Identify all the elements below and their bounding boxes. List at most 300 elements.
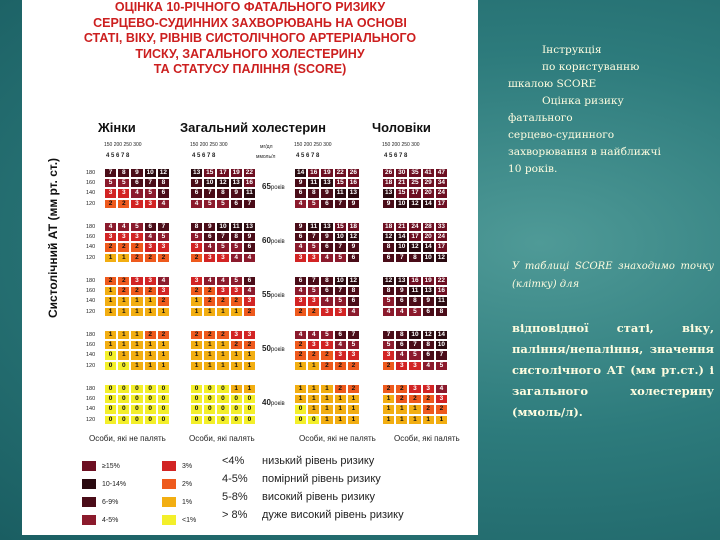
score-cell: 6 <box>422 307 435 317</box>
risk-level-label: високий рівень ризику <box>262 491 376 503</box>
score-cell: 15 <box>334 178 347 188</box>
score-cell: 6 <box>422 350 435 360</box>
legend-range: 1% <box>182 499 193 506</box>
score-cell: 11 <box>435 296 448 306</box>
score-cell: 1 <box>203 361 216 371</box>
score-cell: 3 <box>408 384 421 394</box>
score-cell: 1 <box>117 350 130 360</box>
sbp-label: 120 <box>86 308 96 315</box>
score-cell: 4 <box>422 361 435 371</box>
score-cell: 4 <box>334 340 347 350</box>
score-cell: 2 <box>230 296 243 306</box>
score-cell: 2 <box>203 286 216 296</box>
score-cell: 1 <box>144 340 157 350</box>
score-cell: 5 <box>408 350 421 360</box>
score-cell: 7 <box>334 242 347 252</box>
score-cell: 14 <box>294 168 307 178</box>
risk-percent: 4-5% <box>222 473 248 485</box>
score-cell: 3 <box>117 188 130 198</box>
score-cell: 4 <box>435 384 448 394</box>
score-cell: 2 <box>144 253 157 263</box>
score-cell: 1 <box>130 340 143 350</box>
score-cell: 25 <box>408 178 421 188</box>
score-cell: 0 <box>203 384 216 394</box>
score-cell: 0 <box>216 415 229 425</box>
score-cell: 11 <box>230 222 243 232</box>
score-cell: 10 <box>435 340 448 350</box>
score-cell: 0 <box>130 394 143 404</box>
score-cell: 7 <box>382 330 395 340</box>
score-cell: 5 <box>144 188 157 198</box>
score-cell: 1 <box>130 361 143 371</box>
score-cell: 3 <box>190 276 203 286</box>
score-cell: 1 <box>216 350 229 360</box>
score-cell: 1 <box>117 340 130 350</box>
score-cell: 13 <box>382 188 395 198</box>
age-label <box>262 290 285 299</box>
age-number: 40 <box>262 398 271 407</box>
instruction-line: серцево-судинного <box>508 129 615 141</box>
age-label <box>262 398 285 407</box>
score-cell: 33 <box>435 222 448 232</box>
score-cell: 6 <box>347 253 360 263</box>
mg-axis-label: 150 200 250 300 <box>382 142 420 148</box>
score-cell: 5 <box>382 340 395 350</box>
score-cell: 0 <box>104 404 117 414</box>
score-cell: 8 <box>395 330 408 340</box>
score-cell: 1 <box>347 404 360 414</box>
score-cell: 4 <box>382 307 395 317</box>
score-cell: 2 <box>157 330 170 340</box>
score-cell: 3 <box>130 276 143 286</box>
score-cell: 2 <box>347 361 360 371</box>
score-cell: 4 <box>307 330 320 340</box>
score-cell: 8 <box>307 188 320 198</box>
score-cell: 0 <box>294 415 307 425</box>
score-cell: 6 <box>382 253 395 263</box>
score-cell: 0 <box>130 404 143 414</box>
score-cell: 5 <box>382 296 395 306</box>
score-cell: 1 <box>307 394 320 404</box>
score-cell: 1 <box>230 350 243 360</box>
score-cell: 2 <box>294 307 307 317</box>
score-cell: 15 <box>334 222 347 232</box>
age-number: 65 <box>262 182 271 191</box>
score-cell: 14 <box>395 232 408 242</box>
score-cell: 19 <box>320 168 333 178</box>
score-cell: 1 <box>157 361 170 371</box>
score-cell: 3 <box>144 199 157 209</box>
score-cell: 3 <box>294 296 307 306</box>
score-cell: 6 <box>347 296 360 306</box>
men-header: Чоловіки <box>372 120 431 135</box>
score-cell: 3 <box>320 307 333 317</box>
score-cell: 7 <box>243 199 256 209</box>
score-cell: 2 <box>230 340 243 350</box>
title-line: ТИСКУ, ЗАГАЛЬНОГО ХОЛЕСТЕРИНУ <box>135 46 365 61</box>
score-cell: 0 <box>230 394 243 404</box>
usage-text-bold: відповідної статі, віку, паління/непаління, значення систолічного АТ (мм рт.ст.) і загального холестерину (ммоль/л). <box>512 321 714 419</box>
score-cell: 13 <box>320 222 333 232</box>
score-cell: 3 <box>144 242 157 252</box>
score-cell: 2 <box>190 330 203 340</box>
score-cell: 1 <box>382 404 395 414</box>
instruction-line: 10 років. <box>508 163 558 175</box>
score-cell: 4 <box>216 276 229 286</box>
score-cell: 5 <box>307 242 320 252</box>
score-cell: 0 <box>144 404 157 414</box>
score-cell: 0 <box>243 404 256 414</box>
score-cell: 17 <box>408 232 421 242</box>
legend-swatch <box>82 515 96 525</box>
score-cell: 2 <box>382 361 395 371</box>
score-cell: 6 <box>230 199 243 209</box>
score-cell: 1 <box>230 307 243 317</box>
score-cell: 1 <box>395 404 408 414</box>
score-cell: 13 <box>230 178 243 188</box>
score-cell: 0 <box>104 415 117 425</box>
age-label <box>262 236 285 245</box>
mg-axis-label: 150 200 250 300 <box>190 142 228 148</box>
score-cell: 1 <box>144 361 157 371</box>
legend-swatch <box>82 497 96 507</box>
score-cell: 1 <box>216 361 229 371</box>
sbp-label: 180 <box>86 278 96 284</box>
mg-axis-label: 150 200 250 300 <box>294 142 332 148</box>
score-cell: 6 <box>144 222 157 232</box>
score-cell: 6 <box>320 286 333 296</box>
score-cell: 11 <box>334 188 347 198</box>
score-cell: 2 <box>144 286 157 296</box>
score-cell: 2 <box>130 242 143 252</box>
score-cell: 6 <box>294 188 307 198</box>
score-cell: 1 <box>190 361 203 371</box>
score-cell: 6 <box>130 178 143 188</box>
score-cell: 12 <box>216 178 229 188</box>
score-cell: 5 <box>320 330 333 340</box>
score-cell: 0 <box>203 394 216 404</box>
score-cell: 35 <box>408 168 421 178</box>
score-cell: 2 <box>320 361 333 371</box>
score-cell: 1 <box>243 361 256 371</box>
risk-level-label: помірний рівень ризику <box>262 473 381 485</box>
score-cell: 2 <box>104 276 117 286</box>
sbp-label: 180 <box>86 170 96 176</box>
score-cell: 13 <box>395 276 408 286</box>
score-cell: 7 <box>307 276 320 286</box>
score-cell: 4 <box>157 276 170 286</box>
age-number: 60 <box>262 236 271 245</box>
score-cell: 22 <box>435 276 448 286</box>
score-cell: 6 <box>294 232 307 242</box>
score-cell: 0 <box>307 415 320 425</box>
smoking-status-note: Особи, які палять <box>189 434 255 443</box>
score-cell: 3 <box>382 350 395 360</box>
score-cell: 3 <box>130 199 143 209</box>
legend-swatch <box>162 461 176 471</box>
mmol-axis-label: 4 5 6 7 8 <box>296 153 320 159</box>
legend-range: 3% <box>182 463 193 470</box>
score-cell: 41 <box>422 168 435 178</box>
score-cell: 1 <box>104 253 117 263</box>
score-cell: 8 <box>422 340 435 350</box>
score-cell: 5 <box>216 242 229 252</box>
score-cell: 0 <box>117 404 130 414</box>
score-chart-panel <box>22 0 478 535</box>
score-cell: 8 <box>408 253 421 263</box>
score-cell: 12 <box>408 242 421 252</box>
score-cell: 1 <box>334 415 347 425</box>
score-cell: 1 <box>320 404 333 414</box>
score-cell: 1 <box>347 394 360 404</box>
score-cell: 4 <box>395 350 408 360</box>
score-cell: 3 <box>117 232 130 242</box>
age-unit: років <box>270 293 285 299</box>
score-cell: 1 <box>104 340 117 350</box>
mmol-axis-label: 4 5 6 7 8 <box>192 153 216 159</box>
score-cell: 2 <box>243 340 256 350</box>
age-unit: років <box>270 185 285 191</box>
score-cell: 2 <box>334 384 347 394</box>
sbp-label: 160 <box>86 288 96 295</box>
score-cell: 8 <box>230 232 243 242</box>
legend-swatch <box>82 461 96 471</box>
score-cell: 4 <box>117 222 130 232</box>
score-cell: 1 <box>243 350 256 360</box>
score-cell: 6 <box>320 199 333 209</box>
score-cell: 4 <box>395 307 408 317</box>
sbp-label: 120 <box>86 200 96 207</box>
score-cell: 18 <box>382 222 395 232</box>
score-cell: 17 <box>216 168 229 178</box>
instruction-line: Оцінка ризику <box>542 95 624 107</box>
score-cell: 1 <box>320 384 333 394</box>
score-cell: 0 <box>157 394 170 404</box>
age-unit: років <box>270 239 285 245</box>
sbp-label: 140 <box>86 406 96 413</box>
smoking-status-note: Особи, які не палять <box>299 434 376 443</box>
score-cell: 12 <box>435 253 448 263</box>
score-cell: 4 <box>320 296 333 306</box>
score-cell: 4 <box>243 253 256 263</box>
score-cell: 6 <box>395 296 408 306</box>
score-cell: 9 <box>320 188 333 198</box>
score-cell: 9 <box>382 199 395 209</box>
score-cell: 1 <box>104 286 117 296</box>
score-cell: 0 <box>190 415 203 425</box>
score-cell: 1 <box>190 350 203 360</box>
score-cell: 12 <box>408 199 421 209</box>
score-cell: 12 <box>382 276 395 286</box>
score-cell: 30 <box>395 168 408 178</box>
score-cell: 15 <box>395 188 408 198</box>
score-cell: 6 <box>395 340 408 350</box>
score-cell: 6 <box>334 330 347 340</box>
score-cell: 1 <box>435 415 448 425</box>
score-cell: 16 <box>435 286 448 296</box>
sbp-label: 140 <box>86 352 96 359</box>
score-cell: 4 <box>104 222 117 232</box>
score-cell: 0 <box>117 394 130 404</box>
score-cell: 16 <box>408 276 421 286</box>
score-cell: 1 <box>130 330 143 340</box>
score-cell: 7 <box>216 232 229 242</box>
score-cell: 2 <box>307 307 320 317</box>
score-cell: 2 <box>422 404 435 414</box>
score-cell: 3 <box>216 286 229 296</box>
legend-swatch <box>162 497 176 507</box>
score-cell: 7 <box>157 222 170 232</box>
score-cell: 26 <box>347 168 360 178</box>
score-cell: 0 <box>216 384 229 394</box>
age-label <box>262 344 285 353</box>
score-cell: 2 <box>395 384 408 394</box>
score-cell: 17 <box>435 199 448 209</box>
legend-range: 2% <box>182 481 193 488</box>
score-cell: 0 <box>157 404 170 414</box>
score-cell: 6 <box>157 188 170 198</box>
cholesterol-header: Загальний холестерин <box>180 120 326 135</box>
title-line: ОЦІНКА 10-РІЧНОГО ФАТАЛЬНОГО РИЗИКУ <box>114 0 386 14</box>
score-cell: 2 <box>117 276 130 286</box>
sbp-label: 160 <box>86 234 96 241</box>
score-grid <box>86 140 494 445</box>
score-cell: 10 <box>216 222 229 232</box>
score-cell: 2 <box>422 394 435 404</box>
risk-level-label: дуже високий рівень ризику <box>262 509 404 521</box>
age-unit: років <box>270 347 285 353</box>
score-cell: 0 <box>117 361 130 371</box>
score-cell: 1 <box>157 350 170 360</box>
score-cell: 1 <box>395 415 408 425</box>
score-cell: 2 <box>294 350 307 360</box>
smoking-status-note: Особи, які не палять <box>89 434 166 443</box>
sbp-label: 140 <box>86 298 96 305</box>
score-cell: 9 <box>347 199 360 209</box>
score-cell: 1 <box>104 307 117 317</box>
score-cell: 9 <box>294 178 307 188</box>
score-cell: 19 <box>422 276 435 286</box>
score-cell: 28 <box>422 222 435 232</box>
score-cell: 3 <box>334 307 347 317</box>
score-cell: 3 <box>157 286 170 296</box>
score-cell: 5 <box>347 340 360 350</box>
legend-swatch <box>82 479 96 489</box>
score-cell: 2 <box>347 384 360 394</box>
score-cell: 20 <box>422 188 435 198</box>
score-cell: 0 <box>243 394 256 404</box>
score-cell: 8 <box>320 276 333 286</box>
score-cell: 1 <box>382 394 395 404</box>
score-cell: 14 <box>422 199 435 209</box>
score-cell: 2 <box>408 394 421 404</box>
score-cell: 1 <box>203 350 216 360</box>
age-number: 50 <box>262 344 271 353</box>
score-cell: 1 <box>243 384 256 394</box>
score-cell: 0 <box>230 415 243 425</box>
score-cell: 14 <box>422 242 435 252</box>
score-cell: 3 <box>104 188 117 198</box>
legend-swatch <box>162 515 176 525</box>
title-line: СЕРЦЕВО-СУДИННИХ ЗАХВОРЮВАНЬ НА ОСНОВІ <box>93 15 407 30</box>
score-cell: 8 <box>117 168 130 178</box>
score-cell: 10 <box>395 242 408 252</box>
score-cell: 5 <box>157 232 170 242</box>
sbp-label: 140 <box>86 190 96 197</box>
score-cell: 1 <box>320 415 333 425</box>
score-cell: 4 <box>144 232 157 242</box>
score-cell: 1 <box>117 296 130 306</box>
score-cell: 3 <box>144 276 157 286</box>
score-cell: 5 <box>190 232 203 242</box>
score-cell: 0 <box>216 404 229 414</box>
mmol-axis-label: 4 5 6 7 8 <box>384 153 408 159</box>
score-cell: 2 <box>334 361 347 371</box>
score-cell: 7 <box>203 188 216 198</box>
score-cell: 3 <box>395 361 408 371</box>
score-cell: 0 <box>130 415 143 425</box>
score-cell: 4 <box>294 286 307 296</box>
score-cell: 1 <box>144 296 157 306</box>
sbp-label: 120 <box>86 362 96 369</box>
score-cell: 1 <box>104 296 117 306</box>
score-cell: 1 <box>347 415 360 425</box>
score-cell: 9 <box>294 222 307 232</box>
score-cell: 1 <box>130 307 143 317</box>
score-cell: 7 <box>334 286 347 296</box>
score-cell: 2 <box>117 242 130 252</box>
score-cell: 19 <box>230 168 243 178</box>
sbp-label: 160 <box>86 396 96 403</box>
score-cell: 12 <box>157 168 170 178</box>
score-cell: 5 <box>216 199 229 209</box>
score-cell: 0 <box>130 384 143 394</box>
score-cell: 1 <box>408 404 421 414</box>
score-cell: 21 <box>395 222 408 232</box>
score-cell: 3 <box>243 296 256 306</box>
score-cell: 2 <box>203 296 216 306</box>
score-cell: 0 <box>104 361 117 371</box>
score-cell: 3 <box>307 296 320 306</box>
score-cell: 13 <box>243 222 256 232</box>
score-cell: 0 <box>144 394 157 404</box>
score-cell: 3 <box>294 253 307 263</box>
score-cell: 18 <box>382 178 395 188</box>
y-axis-label: Систолічний АТ (мм рт. ст.) <box>46 157 60 318</box>
score-cell: 1 <box>104 330 117 340</box>
sbp-label: 180 <box>86 386 96 392</box>
score-cell: 4 <box>203 276 216 286</box>
score-cell: 1 <box>230 384 243 394</box>
score-cell: 5 <box>203 199 216 209</box>
score-cell: 4 <box>203 242 216 252</box>
score-cell: 26 <box>382 168 395 178</box>
score-cell: 7 <box>435 350 448 360</box>
score-cell: 2 <box>307 350 320 360</box>
score-cell: 1 <box>216 340 229 350</box>
score-cell: 8 <box>382 242 395 252</box>
score-cell: 2 <box>104 199 117 209</box>
score-cell: 10 <box>334 232 347 242</box>
score-cell: 9 <box>243 232 256 242</box>
score-cell: 1 <box>230 361 243 371</box>
score-cell: 7 <box>307 232 320 242</box>
instruction-line: шкалою SCORE <box>508 78 597 90</box>
score-cell: 1 <box>157 307 170 317</box>
score-cell: 16 <box>347 178 360 188</box>
score-cell: 0 <box>104 384 117 394</box>
score-cell: 2 <box>190 253 203 263</box>
